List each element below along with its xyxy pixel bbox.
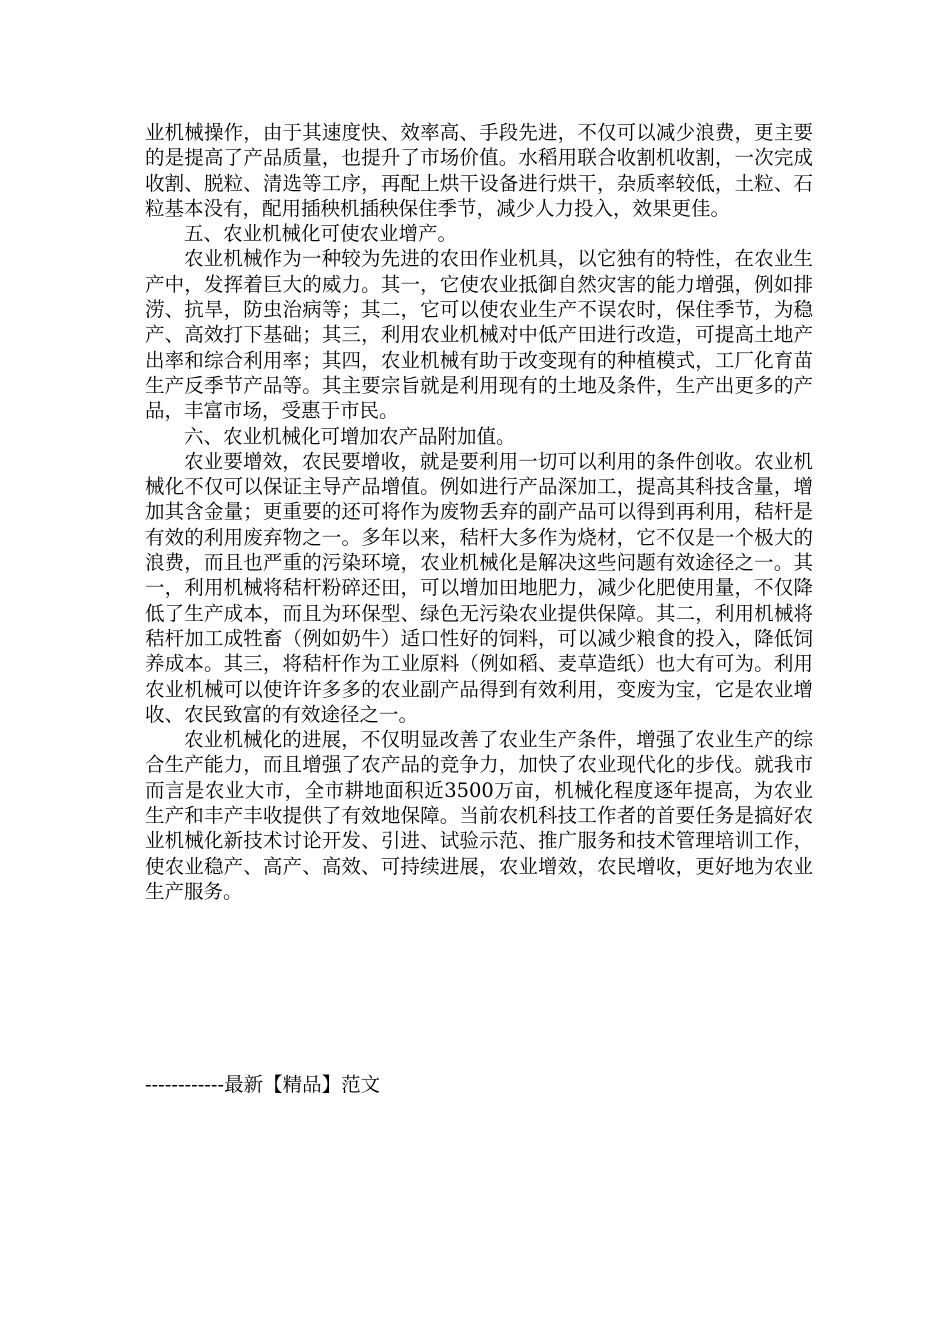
paragraph-yield: 农业机械作为一种较为先进的农田作业机具，以它独有的特性，在农业生产中，发挥着巨大的威力。其一，它使农业抵御自然灾害的能力增强，例如排涝、抗旱，防虫治病等；其二，它可以使农业生产不误农时，保住季节，为稳产、高效打下基础；其三，利用农业机械对中低产田进行改造，可提高土地产出率和综合利用率；其四，农业机械有助于改变现有的种植模式，工厂化育苗生产反季节产品等。其主要宗旨就是利用现有的土地及条件，生产出更多的产品，丰富市场，受惠于市民。 [145, 247, 813, 423]
footer-text: ------------最新【精品】范文 [145, 1073, 381, 1096]
document-body [145, 120, 813, 904]
paragraph-continuation: 业机械操作，由于其速度快、效率高、手段先进，不仅可以减少浪费，更主要的是提高了产品质量，也提升了市场价值。水稻用联合收割机收割，一次完成收割、脱粒、清选等工序，再配上烘干设备进行烘干，杂质率较低，土粒、石粒基本没有，配用插秧机插秧保住季节，减少人力投入，效果更佳。 [145, 121, 813, 220]
section-heading-5: 五、农业机械化可使农业增产。 [184, 222, 458, 246]
paragraph-conclusion: 农业机械化的进展，不仅明显改善了农业生产条件，增强了农业生产的综合生产能力，而且增强了农产品的竞争力，加快了农业现代化的步伐。就我市而言是农业大市，全市耕地面积近3500万亩，机械化程度逐年提高，为农业生产和丰产丰收提供了有效地保障。当前农机科技工作者的首要任务是搞好农业机械化新技术讨论开发、引进、试验示范、推广服务和技术管理培训工作，使农业稳产、高产、高效、可持续进展，农业增效，农民增收，更好地为农业生产服务。 [145, 728, 813, 903]
section-heading-6: 六、农业机械化可增加农产品附加值。 [184, 424, 516, 448]
paragraph-value-added: 农业要增效，农民要增收，就是要利用一切可以利用的条件创收。农业机械化不仅可以保证主导产品增值。例如进行产品深加工，提高其科技含量，增加其含金量；更重要的还可将作为废物丢弃的副产品可以得到再利用，秸杆是有效的利用废弃物之一。多年以来，秸杆大多作为烧材，它不仅是一个极大的浪费，而且也严重的污染环境，农业机械化是解决这些问题有效途径之一。其一，利用机械将秸杆粉碎还田，可以增加田地肥力，减少化肥使用量，不仅降低了生产成本，而且为环保型、绿色无污染农业提供保障。其二，利用机械将秸杆加工成牲畜（例如奶牛）适口性好的饲料，可以减少粮食的投入，降低饲养成本。其三，将秸杆作为工业原料（例如稻、麦草造纸）也大有可为。利用农业机械可以使许许多多的农业副产品得到有效利用，变废为宝，它是农业增收、农民致富的有效途径之一。 [145, 449, 813, 726]
